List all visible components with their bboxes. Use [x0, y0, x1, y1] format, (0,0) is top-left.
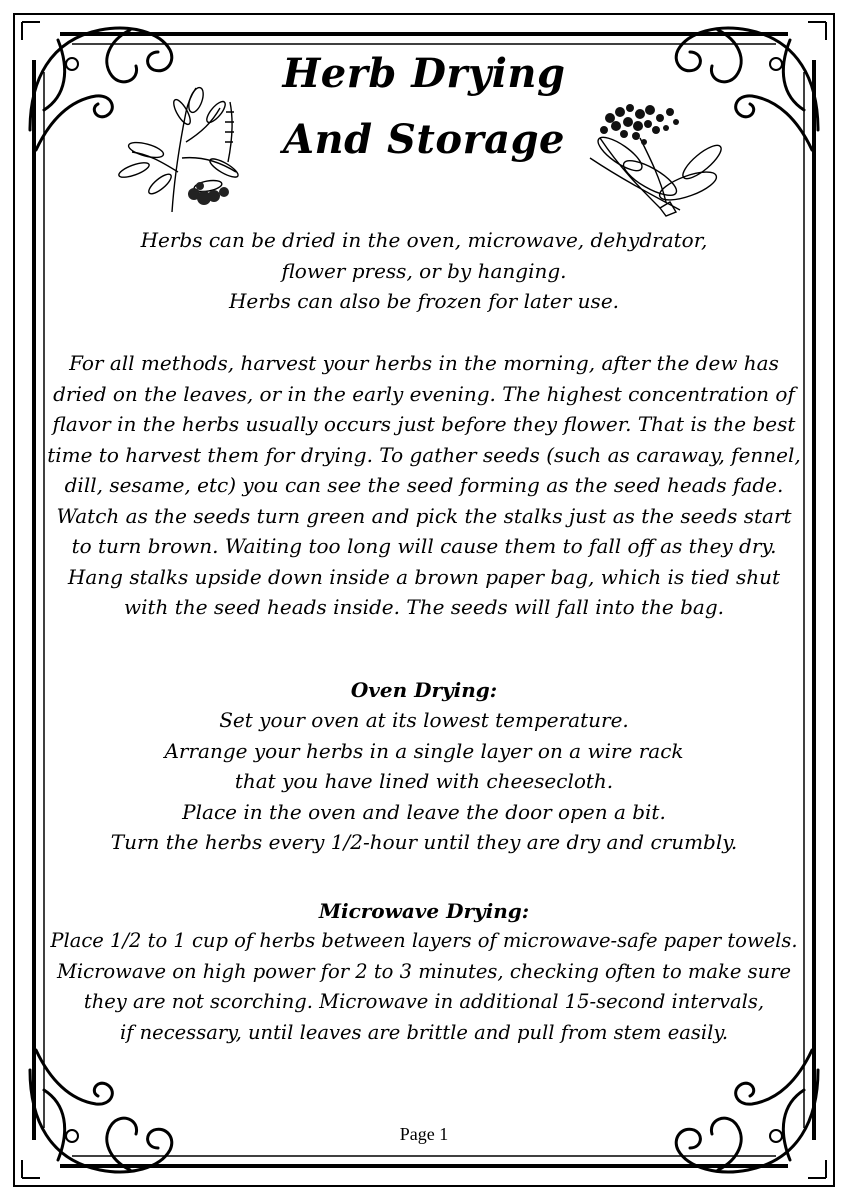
oven-line: Place in the oven and leave the door open a bit.	[182, 799, 666, 824]
intro-text	[40, 225, 808, 317]
microwave-line: they are not scorching. Microwave in additional 15-second intervals,	[83, 990, 765, 1013]
paragraph-line: flavor in the herbs usually occurs just before they flower. That is the best	[52, 412, 796, 436]
microwave-drying-heading: Microwave Drying:	[318, 899, 530, 923]
herb-bouquet-illustration	[580, 98, 730, 218]
paragraph-line: Hang stalks upside down inside a brown paper bag, which is tied shut	[67, 564, 781, 589]
page-number: Page 1	[399, 1124, 449, 1144]
herb-branch-illustration	[112, 82, 252, 217]
oven-drying-text	[40, 705, 808, 858]
oven-line: that you have lined with cheesecloth.	[234, 769, 614, 793]
oven-line: Arrange your herbs in a single layer on a wire rack	[164, 738, 684, 763]
microwave-line: Place 1/2 to 1 cup of herbs between layers of microwave-safe paper towels.	[50, 929, 798, 952]
intro-line: flower press, or by hanging.	[281, 258, 567, 283]
paragraph-line: time to harvest them for drying. To gather seeds (such as caraway, fennel,	[47, 442, 801, 467]
microwave-drying-text	[40, 926, 808, 1048]
paragraph-line: dill, sesame, etc) you can see the seed forming as the seed heads fade.	[64, 473, 784, 497]
paragraph-line: to turn brown. Waiting too long will cause them to fall off as they dry.	[71, 534, 777, 558]
harvest-paragraph	[40, 348, 808, 623]
oven-drying-heading: Oven Drying:	[350, 678, 498, 702]
page-title-line-1: Herb Drying	[282, 50, 566, 97]
paragraph-line: with the seed heads inside. The seeds will fall into the bag.	[124, 595, 724, 619]
intro-line: Herbs can also be frozen for later use.	[228, 289, 620, 313]
page-title-line-2: And Storage	[283, 116, 565, 163]
oven-line: Set your oven at its lowest temperature.	[219, 708, 629, 732]
paragraph-line: Watch as the seeds turn green and pick the stalks just as the seeds start	[56, 503, 792, 528]
microwave-line: if necessary, until leaves are brittle and pull from stem easily.	[119, 1020, 729, 1044]
paragraph-line: For all methods, harvest your herbs in the morning, after the dew has	[69, 351, 779, 375]
paragraph-line: dried on the leaves, or in the early evening. The highest concentration of	[53, 381, 795, 406]
microwave-line: Microwave on high power for 2 to 3 minutes, checking often to make sure	[56, 959, 792, 983]
intro-line: Herbs can be dried in the oven, microwave, dehydrator,	[140, 228, 708, 252]
oven-line: Turn the herbs every 1/2-hour until they are dry and crumbly.	[110, 830, 738, 854]
